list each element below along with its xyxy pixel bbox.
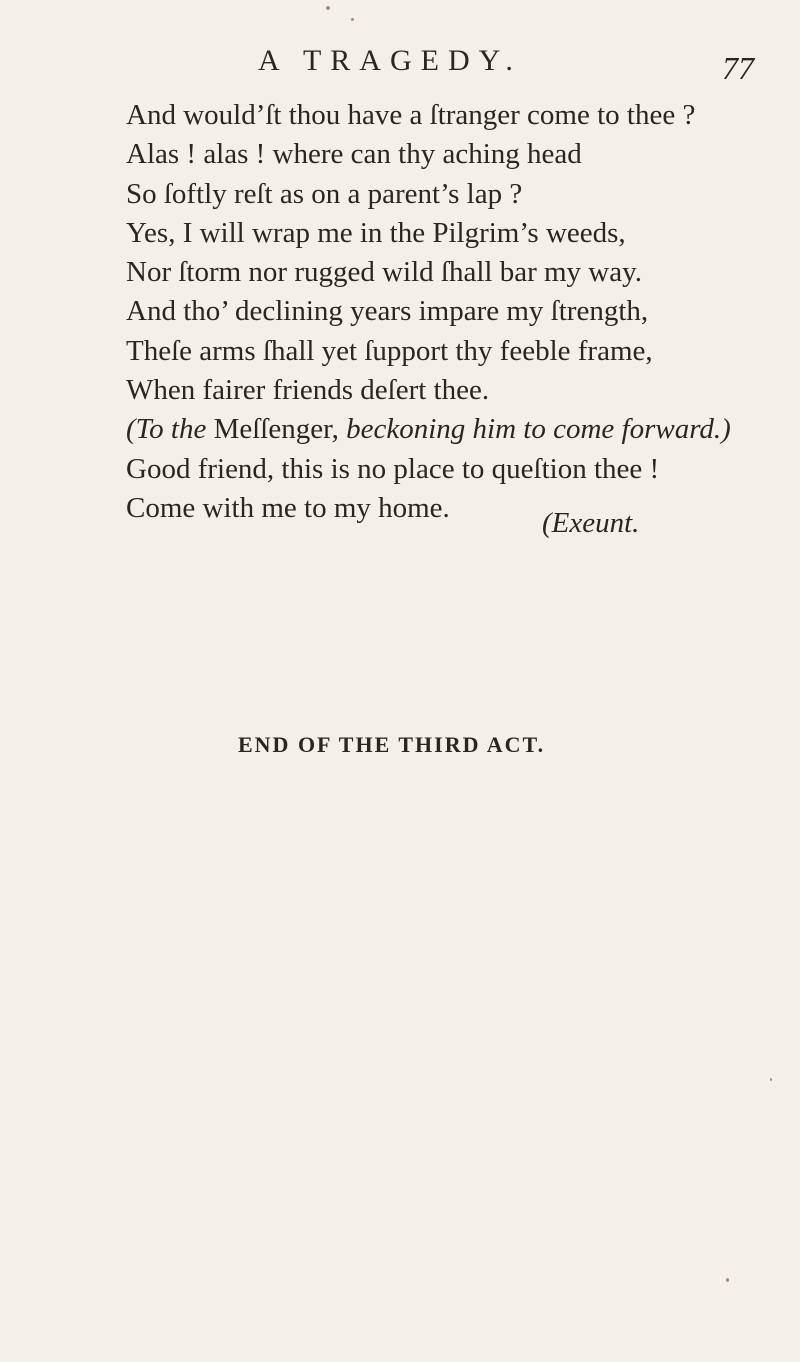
verse-line: Theſe arms ſhall yet ſupport thy feeble frame, [126, 334, 653, 367]
stage-direction-messenger: Meſſenger, [213, 413, 339, 446]
verse-line: And tho’ declining years impare my ſtrength, [126, 295, 649, 328]
paper-speck [326, 6, 330, 10]
verse-line: Alas ! alas ! where can thy aching head [126, 138, 582, 171]
verse-line: Come with me to my home. [126, 491, 450, 524]
running-head: A TRAGEDY. [258, 44, 522, 77]
verse-line: So ſoftly reſt as on a parent’s lap ? [126, 177, 523, 210]
paper-speck [351, 18, 354, 21]
verse-line: When fairer friends deſert thee. [126, 374, 490, 407]
stage-direction [126, 410, 786, 449]
act-end-heading: END OF THE THIRD ACT. [238, 732, 546, 757]
exeunt-direction: (Exeunt. [542, 507, 640, 539]
verse-line: Good friend, this is no place to queſtion thee ! [126, 452, 660, 485]
paper-speck [726, 1278, 729, 1282]
verse-line: Nor ſtorm nor rugged wild ſhall bar my way. [126, 256, 642, 289]
stage-direction-action: beckoning him to come forward. [346, 413, 722, 446]
stage-direction-to-the: To the [135, 413, 207, 446]
verse-line: Yes, I will wrap me in the Pilgrim’s weeds, [126, 216, 626, 249]
stage-direction-open: ( [126, 413, 136, 446]
verse-text [126, 96, 786, 528]
verse-line: And would’ſt thou have a ſtranger come to thee ? [126, 99, 696, 131]
page-number: 77 [722, 50, 754, 86]
paper-speck [770, 1078, 772, 1081]
stage-direction-close: ) [721, 413, 731, 446]
